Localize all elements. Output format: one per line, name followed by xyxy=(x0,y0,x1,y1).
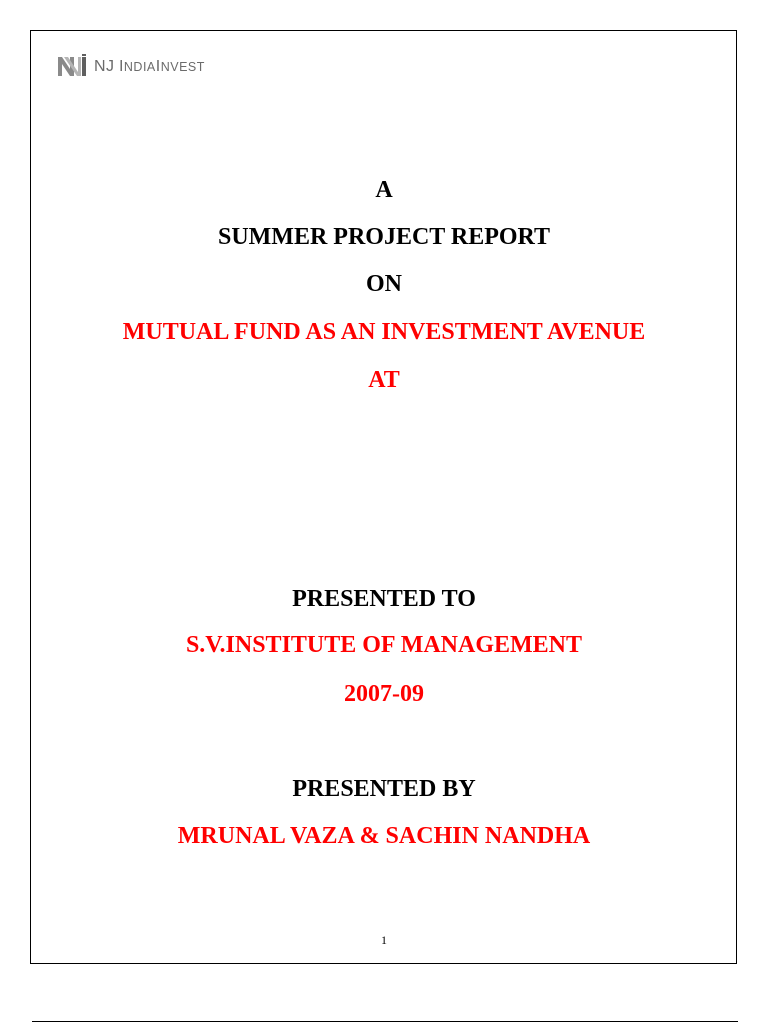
logo-invest-initial: I xyxy=(155,57,161,75)
nj-logo-icon xyxy=(56,54,90,78)
next-page-top-border xyxy=(32,1021,738,1022)
logo-india-rest: NDIA xyxy=(123,59,156,74)
presented-by-label: PRESENTED BY xyxy=(292,776,476,802)
institute-name: S.V.INSTITUTE OF MANAGEMENT xyxy=(185,632,583,658)
page-number: 1 xyxy=(381,933,387,947)
title-line-summer-project-report: SUMMER PROJECT REPORT xyxy=(217,224,551,250)
nj-indiainvest-logo xyxy=(56,54,205,78)
title-line-a: A xyxy=(375,177,393,203)
logo-wordmark xyxy=(94,54,205,79)
title-line-on: ON xyxy=(366,271,402,297)
report-subject: MUTUAL FUND AS AN INVESTMENT AVENUE xyxy=(122,319,646,345)
author-names: MRUNAL VAZA & SACHIN NANDHA xyxy=(177,823,591,849)
academic-years: 2007-09 xyxy=(344,681,424,707)
logo-invest-rest: NVEST xyxy=(160,59,205,74)
logo-india-initial: I xyxy=(118,57,124,75)
presented-to-label: PRESENTED TO xyxy=(292,586,476,612)
title-line-at: AT xyxy=(368,367,400,393)
logo-nj-text: NJ xyxy=(94,57,115,75)
